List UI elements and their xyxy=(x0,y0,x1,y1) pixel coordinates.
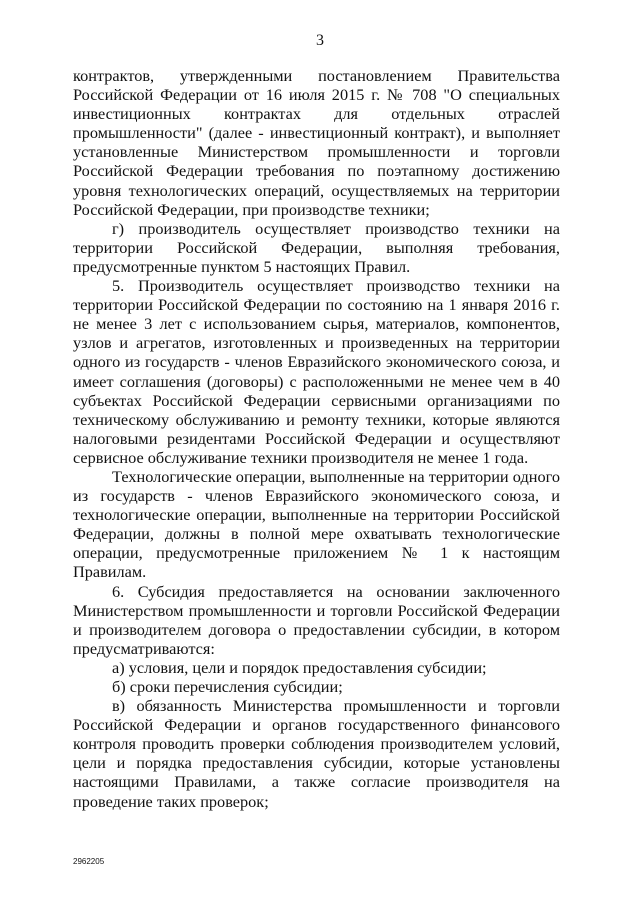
paragraph-6: 6. Субсидия предоставляется на основании заключенного Министерством промышленности и торговли Российской Федерации и производителем договора о предоставлении субсидии, в котором предусматриваются: xyxy=(73,581,560,658)
paragraph-item-g: г) производитель осуществляет производство техники на территории Российской Федерации, выполняя требования, предусмотренные пунктом 5 настоящих Правил. xyxy=(73,218,560,276)
paragraph-5: 5. Производитель осуществляет производство техники на территории Российской Федерации по состоянию на 1 января 2016 г. не менее 3 лет с использованием сырья, материалов, компонентов, узлов и агрегатов, изготовленных и произведенных на территории одного из государств - членов Евразийского экономического союза, и имеет соглашения (договоры) с расположенными не менее чем в 40 субъектах Российской Федерации сервисными организациями по техническому обслуживанию и ремонту техники, которые являются налоговыми резидентами Российской Федерации и осуществляют сервисное обслуживание техники производителя не менее 1 года. xyxy=(73,276,560,467)
list-item-a: а) условия, цели и порядок предоставления субсидии; xyxy=(112,657,487,677)
paragraph-continuation: контрактов, утвержденными постановлением Правительства Российской Федерации от 16 июля 2015 г. № 708 "О специальных инвестиционных контрактах для отдельных отраслей промышленности" (далее - инвестиционный контракт), и выполняет установленные Министерством промышленности и торговли Российской Федерации требования по поэтапному достижению уровня технологических операций, осуществляемых на территории Российской Федерации, при производстве техники; xyxy=(73,66,560,219)
paragraph-technological-operations: Технологические операции, выполненные на территории одного из государств - членов Евразийского экономического союза, и технологические операции, выполненные на территории Российской Федерации, должны в полной мере охватывать технологические операции, предусмотренные приложением № 1 к настоящим Правилам. xyxy=(73,466,560,582)
document-body xyxy=(73,66,560,811)
page-number: 3 xyxy=(316,32,324,49)
list-item-b: б) сроки перечисления субсидии; xyxy=(112,677,343,696)
document-code: 2962205 xyxy=(73,857,105,866)
list-item-v: в) обязанность Министерства промышленности и торговли Российской Федерации и органов государственного финансового контроля проводить проверки соблюдения производителем условий, цели и порядка предоставления субсидии, которые установлены настоящими Правилами, а также согласие производителя на проведение таких проверок; xyxy=(73,696,560,811)
